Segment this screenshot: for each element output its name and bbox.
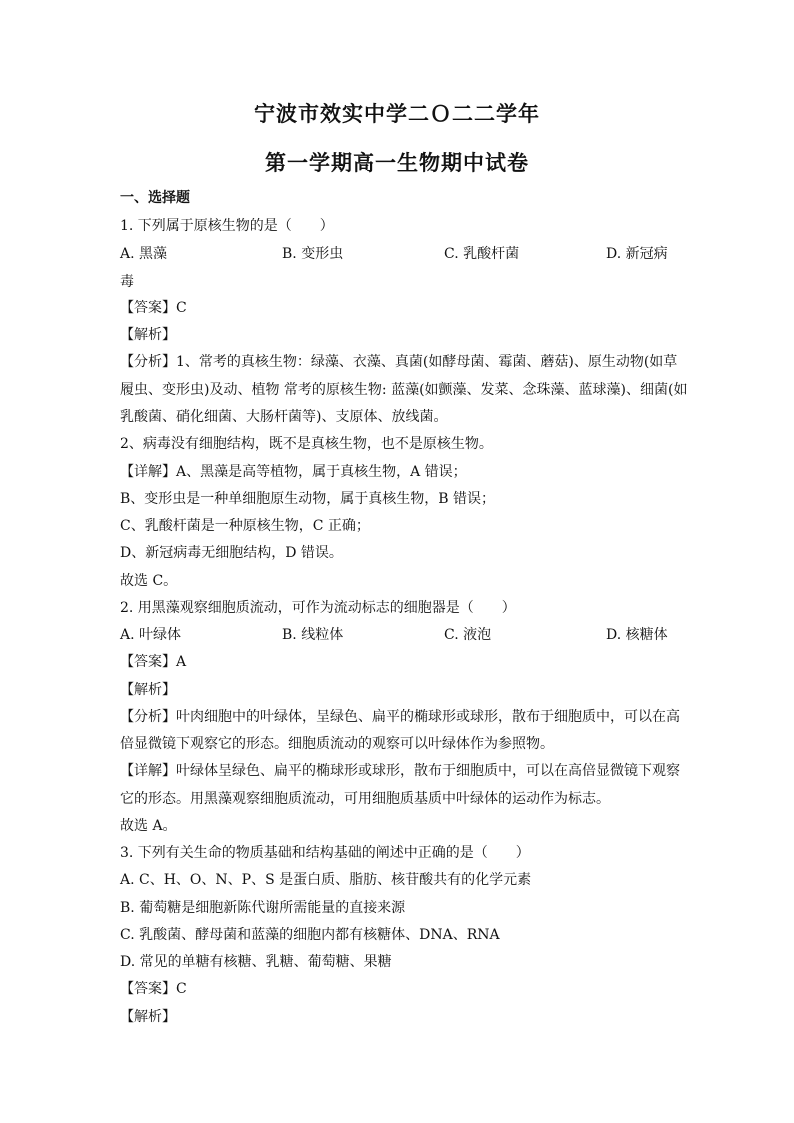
q1-analysis-line: 履虫、变形虫)及动、植物 常考的原核生物: 蓝藻(如颤藻、发菜、念珠藻、蓝球藻)、细菌(如: [120, 382, 688, 398]
exam-title-line1: 宁波市效实中学二Ｏ二二学年: [254, 101, 540, 126]
q1-answer: 【答案】C: [120, 300, 187, 316]
q1-analysis-line: D、新冠病毒无细胞结构，D 错误。: [120, 545, 343, 561]
exam-title-line2: 第一学期高一生物期中试卷: [265, 150, 529, 175]
q2-option-a: A. 叶绿体: [120, 627, 182, 643]
q3-option-a: A. C、H、O、N、P、S 是蛋白质、脂肪、核苷酸共有的化学元素: [120, 872, 532, 888]
q1-stem: 1. 下列属于原核生物的是（ ）: [120, 218, 334, 234]
q1-option-d: D. 新冠病: [606, 246, 668, 262]
q2-stem: 2. 用黑藻观察细胞质流动，可作为流动标志的细胞器是（ ）: [120, 600, 516, 616]
section-heading: 一、选择题: [120, 190, 190, 206]
q1-option-d-wrap: 毒: [120, 274, 134, 290]
q2-analysis-line: 它的形态。用黑藻观察细胞质流动，可用细胞质基质中叶绿体的运动作为标志。: [120, 791, 610, 807]
q3-answer: 【答案】C: [120, 981, 187, 997]
q1-analysis-line: 【分析】1、常考的真核生物：绿藻、衣藻、真菌(如酵母菌、霉菌、蘑菇)、原生动物(如草: [120, 354, 678, 370]
q1-option-c: C. 乳酸杆菌: [444, 246, 520, 262]
q1-option-a: A. 黑藻: [120, 246, 168, 262]
q1-analysis-line: 【详解】A、黑藻是高等植物，属于真核生物，A 错误；: [120, 464, 467, 480]
q1-analysis-line: 2、病毒没有细胞结构，既不是真核生物，也不是原核生物。: [120, 436, 493, 452]
q3-jiexi-label: 【解析】: [120, 1009, 176, 1025]
q2-answer: 【答案】A: [120, 654, 187, 670]
q2-analysis-line: 倍显微镜下观察它的形态。细胞质流动的观察可以叶绿体作为参照物。: [120, 736, 554, 752]
q3-stem: 3. 下列有关生命的物质基础和结构基础的阐述中正确的是（ ）: [120, 845, 530, 861]
q2-analysis-line: 【分析】叶肉细胞中的叶绿体，呈绿色、扁平的椭球形或球形，散布于细胞质中，可以在高: [120, 709, 680, 725]
q1-analysis-line: C、乳酸杆菌是一种原核生物，C 正确；: [120, 518, 370, 534]
q3-option-c: C. 乳酸菌、酵母菌和蓝藻的细胞内都有核糖体、DNA、RNA: [120, 927, 500, 943]
q1-analysis-line: B、变形虫是一种单细胞原生动物，属于真核生物，B 错误；: [120, 491, 496, 507]
q1-jiexi-label: 【解析】: [120, 327, 176, 343]
q2-option-b: B. 线粒体: [282, 627, 344, 643]
q3-option-b: B. 葡萄糖是细胞新陈代谢所需能量的直接来源: [120, 900, 406, 916]
q2-jiexi-label: 【解析】: [120, 682, 176, 698]
q2-option-c: C. 液泡: [444, 627, 492, 643]
q2-analysis-line: 故选 A。: [120, 818, 177, 834]
q1-analysis-line: 故选 C。: [120, 573, 178, 589]
q1-option-b: B. 变形虫: [282, 246, 344, 262]
q2-option-d: D. 核糖体: [606, 627, 668, 643]
q3-option-d: D. 常见的单糖有核糖、乳糖、葡萄糖、果糖: [120, 954, 392, 970]
q1-analysis-line: 乳酸菌、硝化细菌、大肠杆菌等)、支原体、放线菌。: [120, 409, 448, 425]
q2-analysis-line: 【详解】叶绿体呈绿色、扁平的椭球形或球形，散布于细胞质中，可以在高倍显微镜下观察: [120, 763, 680, 779]
